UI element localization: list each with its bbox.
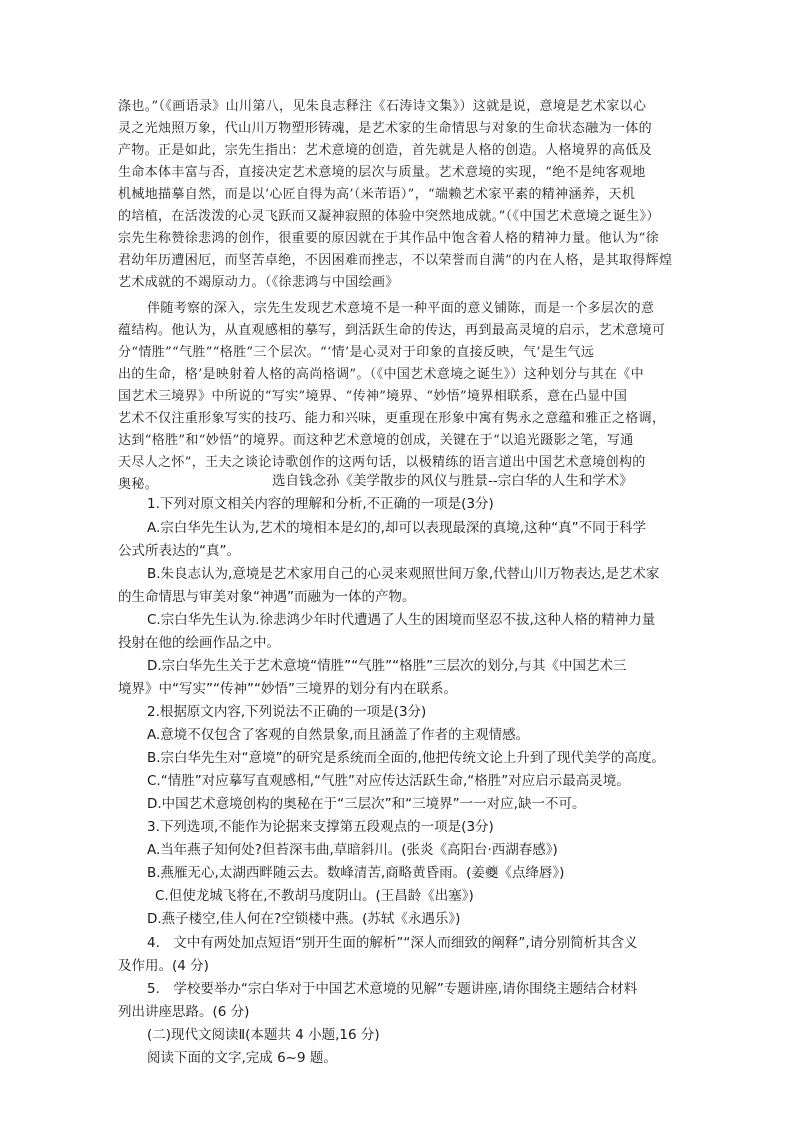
question-3-option-b: B.燕雁无心,太湖西畔随云去。数峰清苦,商略黄昏雨。(姜夔《点绛唇》): [147, 865, 565, 881]
question-5-stem-cont: 列出讲座思路。(6 分): [118, 1004, 250, 1020]
question-1-option-c-cont: 投射在他的绘画作品之中。: [118, 635, 280, 651]
question-1-option-b: B.朱良志认为,意境是艺术家用自己的心灵来观照世间万象,代替山川万物表达,是艺术家: [147, 566, 660, 582]
question-1-option-a-cont: 公式所表达的“真”。: [118, 543, 240, 559]
passage-line: 君幼年历遭困厄，而坚苦卓绝，不因困难而挫志，不以荣誉而自满”的内在人格，是其取得辉煌: [118, 253, 673, 268]
question-2-option-a: A.意境不仅包含了客观的自然景象,而且涵盖了作者的主观情感。: [147, 727, 530, 743]
passage-line: 宗先生称赞徐悲鸿的创作，很重要的原因就在于其作品中饱含着人格的精神力量。他认为“徐: [118, 231, 659, 246]
passage-line: 涤也。”（《画语录》山川第八，见朱良志释注《石涛诗文集》）这就是说，意境是艺术家以心: [118, 99, 647, 114]
question-2-stem: 2.根据原文内容,下列说法不正确的一项是(3分): [147, 704, 427, 720]
passage-line: 分“情胜”“气胜”“格胜”三个层次。“‘情’是心灵对于印象的直接反映，气’是生气远: [118, 345, 595, 360]
question-4-stem-cont: 及作用。(4 分): [118, 958, 209, 974]
passage-line: 产物。正是如此，宗先生指出：艺术意境的创造，首先就是人格的创造。人格境界的高低及: [118, 143, 653, 158]
passage-line: 艺术成就的不竭原动力。（《徐悲鸿与中国绘画》: [118, 275, 399, 290]
passage-line: 蕴结构。他认为，从直观感相的摹写，到活跃生命的传达，再到最高灵境的启示，艺术意境可: [118, 323, 666, 338]
passage-source: 选自钱念孙《美学散步的风仪与胜景--宗白华的人生和学术》: [272, 473, 633, 489]
passage-line: 天尽人之怀”，王夫之谈论诗歌创作的这两句话，以极精练的语言道出中国艺术意境创构的: [118, 455, 646, 470]
question-1-option-a: A.宗白华先生认为,艺术的境相本是幻的,却可以表现最深的真境,这种“真”不同于科学: [147, 520, 647, 536]
passage-line: 生命本体丰富与否，直接决定艺术意境的层次与质量。艺术意境的实现，“绝不是纯客观地: [118, 165, 646, 180]
passage-line: 国艺术三境界》中所说的“写实”境界、“传神”境界、“妙悟”境界相联系，意在凸显中国: [118, 389, 628, 404]
passage-line: 出的生命，格’是映射着人格的高尚格调”。（《中国艺术意境之诞生》）这种划分与其在《中: [118, 367, 644, 382]
passage-line: 奥秘。: [118, 477, 159, 492]
question-3-option-c: C.但使龙城飞将在,不教胡马度阴山。(王昌龄《出塞》): [155, 888, 474, 904]
question-1-option-d: D.宗白华先生关于艺术意境“情胜”“气胜”“格胜”三层次的划分,与其《中国艺术三: [147, 658, 627, 674]
question-5-stem: 5. 学校要举办“宗白华对于中国艺术意境的见解”专题讲座,请你围绕主题结合材料: [147, 981, 638, 997]
passage-line: 艺术不仅注重形象写实的技巧、能力和兴味，更重现在形象中寓有隽永之意蕴和雅正之格调，: [118, 411, 666, 426]
passage-line: 机械地描摹自然，而是以‘心匠自得为高’（米芾语）”，“端赖艺术家平素的精神涵养，天机: [118, 187, 636, 202]
question-3-option-a: A.当年燕子知何处?但苔深韦曲,草暗斜川。(张炎《高阳台·西湖春感》): [147, 842, 558, 858]
question-3-stem: 3.下列选项,不能作为论据来支撑第五段观点的一项是(3分): [147, 819, 494, 835]
passage-line: 达到“格胜”和“妙悟”的境界。而这种艺术意境的创成，关键在于“以追光蹑影之笔，写通: [118, 433, 634, 448]
question-1-option-c: C.宗白华先生认为.徐悲鸿少年时代遭遇了人生的困境而坚忍不拔,这种人格的精神力量: [147, 612, 656, 628]
question-2-option-d: D.中国艺术意境创构的奥秘在于“三层次”和“三境界”一一对应,缺一不可。: [147, 796, 586, 812]
question-1-option-b-cont: 的生命情思与审美对象“神遇”而融为一体的产物。: [118, 589, 416, 605]
passage-line: 灵之光烛照万象，代山川万物塑形铸魂，是艺术家的生命情思与对象的生命状态融为一体的: [118, 121, 653, 136]
question-2-option-b: B.宗白华先生对“意境”的研究是系统而全面的,他把传统文论上升到了现代美学的高度。: [147, 750, 665, 766]
question-3-option-d: D.燕子楼空,佳人何在?空锁楼中燕。(苏轼《永遇乐》): [147, 911, 461, 927]
question-1-option-d-cont: 境界》中“写实”“传神”“妙悟”三境界的划分有内在联系。: [118, 681, 457, 697]
question-4-stem: 4. 文中有两处加点短语“别开生面的解析”“深人而细致的阐释”,请分别简析其含义: [147, 935, 638, 951]
passage-line: 的培植，在活泼泼的心灵飞跃而又凝神寂照的体验中突然地成就。”（《中国艺术意境之诞生》）: [118, 209, 660, 224]
passage-line: 伴随考察的深入，宗先生发现艺术意境不是一种平面的意义铺陈，而是一个多层次的意: [147, 301, 655, 316]
question-1-stem: 1.下列对原文相关内容的理解和分析,不正确的一项是(3分): [147, 496, 494, 512]
question-2-option-c: C.“情胜”对应摹写直观感相,“气胜”对应传达活跃生命,“格胜”对应启示最高灵境。: [147, 773, 630, 789]
section-2-heading: (二)现代文阅读Ⅱ(本题共 4 小题,16 分): [147, 1027, 380, 1043]
section-2-instruction: 阅读下面的文字,完成 6~9 题。: [147, 1050, 337, 1066]
